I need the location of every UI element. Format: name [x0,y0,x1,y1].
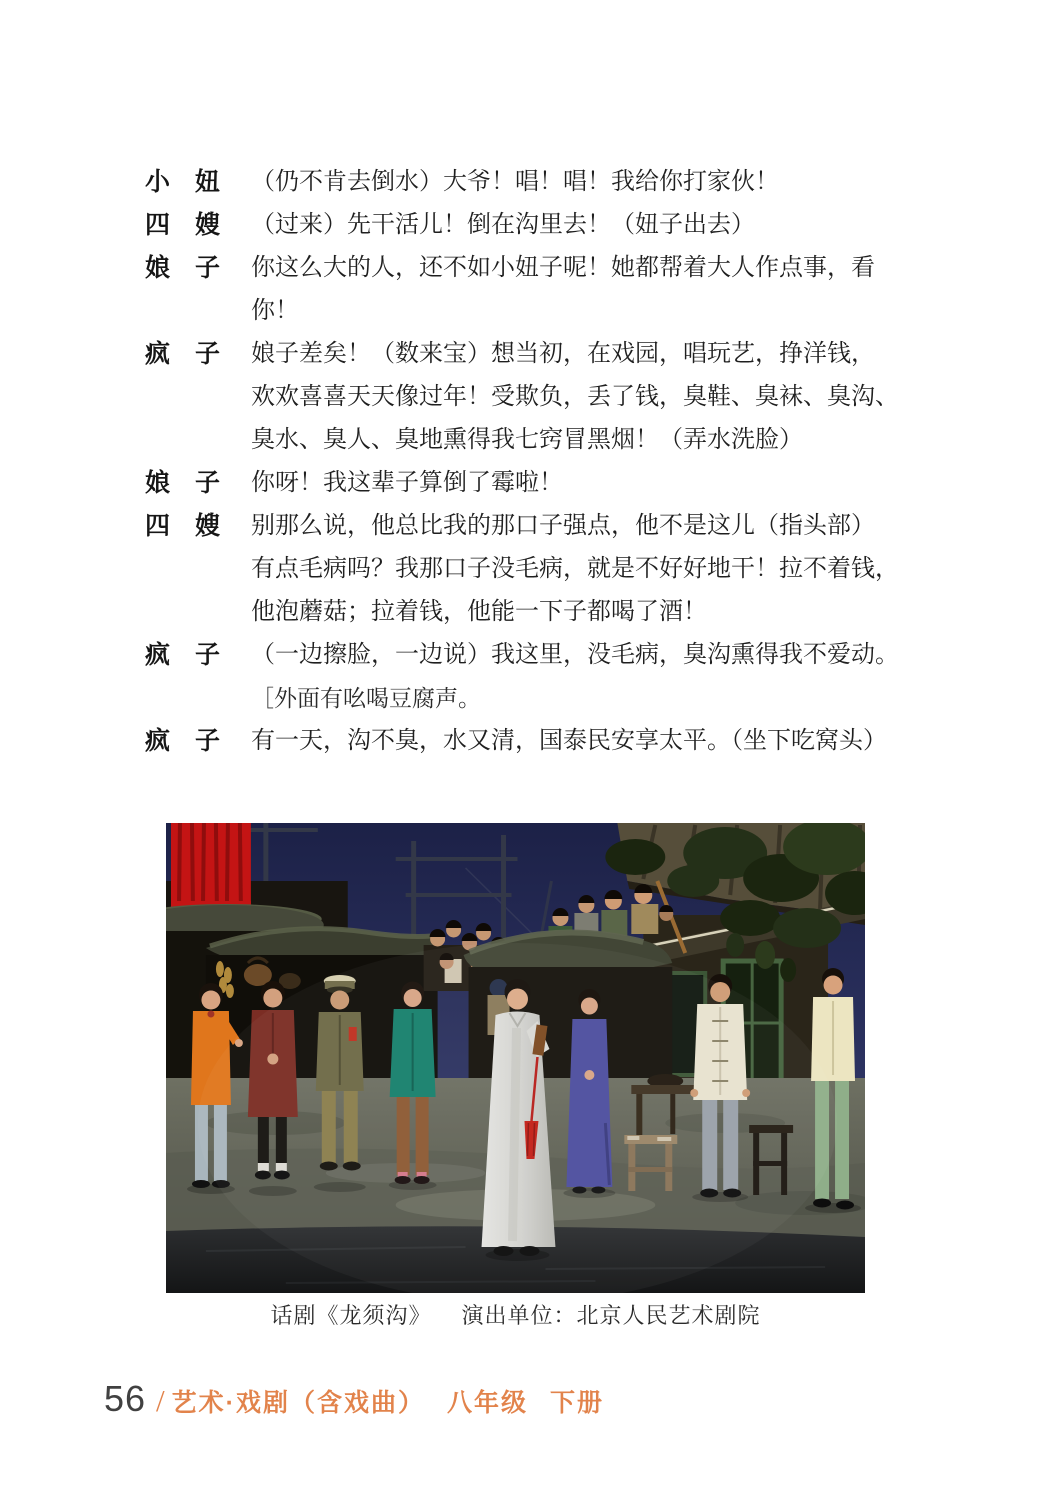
script-line: 有点毛病吗？我那口子没毛病，就是不好好地干！拉不着钱， [251,556,899,582]
script-line: ［外面有吆喝豆腐声。 [251,686,481,711]
script-line: 娘子差矣！（数来宝）想当初，在戏园，唱玩艺，挣洋钱， [251,341,875,367]
footer-volume: 下册 [550,1389,605,1417]
script-line: 他泡蘑菇；拉着钱，他能一下子都喝了酒！ [251,599,707,625]
footer-grade: 八年级 [447,1389,529,1417]
speech-row [145,634,920,677]
speaker-name: 小 妞 [145,168,221,196]
speech-row [145,462,920,505]
speech-row [145,161,920,204]
script-line: （过来）先干活儿！倒在沟里去！（妞子出去） [251,212,755,238]
stage-light-glow [198,943,837,1293]
caption-title: 话剧《龙须沟》 [270,1303,432,1328]
script-block [145,161,920,763]
speech-lines [251,634,899,677]
script-line: 臭水、臭人、臭地熏得我七窍冒黑烟！（弄水洗脸） [251,427,803,453]
speaker-name: 四 嫂 [145,211,221,239]
script-line: 你这么大的人，还不如小妞子呢！她都帮着大人作点事，看 [251,255,875,281]
stage-direction-row [145,677,920,720]
speaker-name: 四 嫂 [145,512,221,540]
page-number: 56 [104,1378,147,1419]
speaker-name: 疯 子 [145,727,221,755]
speaker-name: 疯 子 [145,641,221,669]
speech-row [145,505,920,634]
speech-lines [251,720,887,763]
speech-lines [251,505,899,634]
script-line: 别那么说，他总比我的那口子强点，他不是这儿（指头部） [251,513,875,539]
script-line: 欢欢喜喜天天像过年！受欺负，丢了钱，臭鞋、臭袜、臭沟、 [251,384,899,410]
script-line: （一边擦脸，一边说）我这里，没毛病，臭沟熏得我不爱动。 [251,642,899,668]
script-line: 你！ [251,298,299,324]
speech-lines [251,161,779,204]
footer-divider: / [156,1383,165,1418]
speech-row [145,204,920,247]
caption-credit: 演出单位：北京人民艺术剧院 [461,1303,761,1328]
stage-photo [166,823,865,1293]
speech-lines [251,333,899,462]
speaker-name: 娘 子 [145,469,221,497]
speech-row [145,247,920,333]
speech-lines [251,247,875,333]
script-line: 有一天，沟不臭，水又清，国泰民安享太平。（坐下吃窝头） [251,728,887,754]
speech-lines [251,204,755,247]
footer-series-title: 艺术·戏剧（含戏曲） [171,1389,425,1417]
speech-row [145,720,920,763]
photo-caption [166,1300,865,1332]
stage-photo-illustration [166,823,865,1293]
speech-lines [251,462,563,505]
page-footer [104,1378,604,1420]
speaker-name: 娘 子 [145,254,221,282]
speech-row [145,333,920,462]
script-line: 你呀！我这辈子算倒了霉啦！ [251,470,563,496]
script-line: （仍不肯去倒水）大爷！唱！唱！我给你打家伙！ [251,169,779,195]
speech-lines [251,677,481,720]
speaker-name: 疯 子 [145,340,221,368]
